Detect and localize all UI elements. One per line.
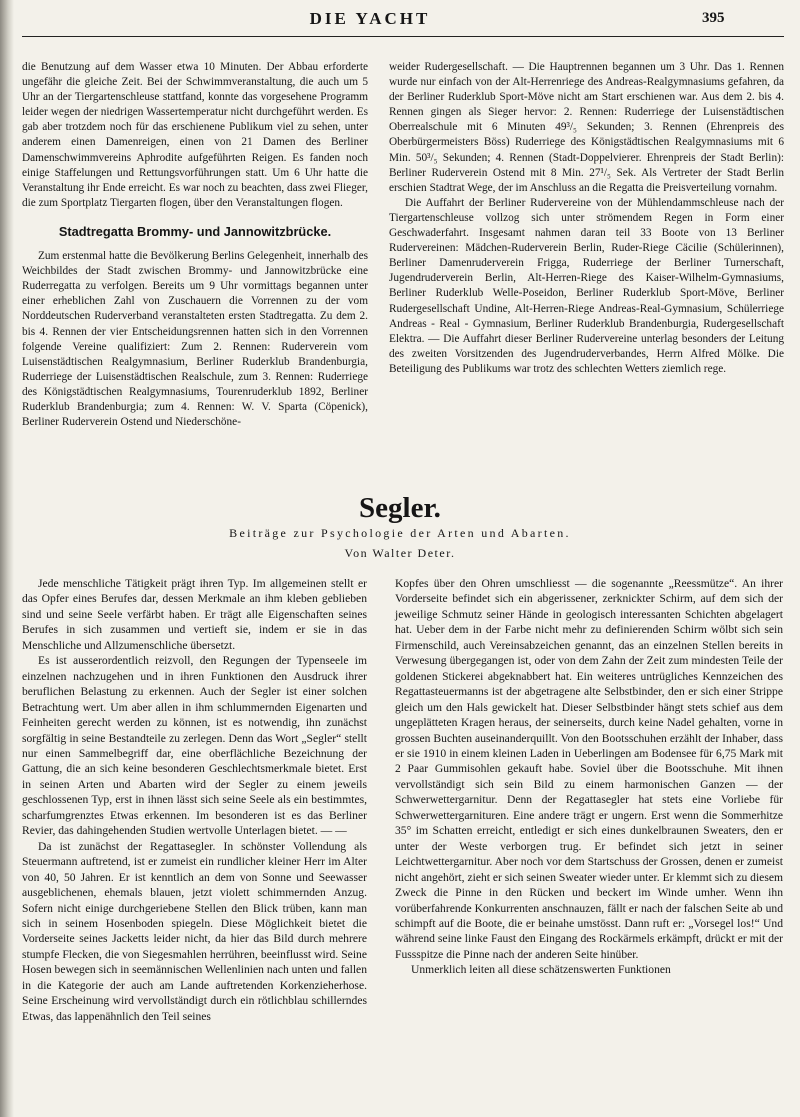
top-right-column [389, 60, 784, 377]
paragraph: Da ist zunächst der Regattasegler. In schönster Vollendung als Steuermann auftretend, ist er zumeist ein rundlicher kleiner Herr im Alter von 40, 50 Jahren. Er ist kenntlich an dem von Sonne und Seewasser ausgeblichenen, ehemals blauen, jetzt violett schimmernden Anzug. Sofern nicht einige durchgeriebene Stellen den Blick trüben, kann man sich in seinem Hosenboden spiegeln. Diese Möglichkeit bietet die Vorderseite seines Jacketts leider nicht, da hier das Bild durch mehrere stumpfe Flecken, die von Siegesmahlen herrühren, beeinflusst wird. Seine Hosen bewegen sich in seemännischen Wellenlinien nach unten und fallen in die Kategorie der auch am Lande auftretenden Korkenzieherhose. Seine Erscheinung wird vervollständigt durch ein rötlichblau schillerndes Etwas, das lappenähnlich den Teil seines [22, 839, 367, 1023]
article-left-column [22, 576, 367, 1024]
paragraph: die Benutzung auf dem Wasser etwa 10 Minuten. Der Abbau erforderte ungefähr die gleiche Zeit. Bei der Schwimmveranstaltung, die auch um 5 Uhr an der Tiergartenschleuse stattfand, konnte das vorgesehene Programm leider wegen der niedrigen Wassertemperatur nicht durchgeführt werden. Es gab aber trotzdem noch für das erschienene Publikum viel zu sehen, unter anderem einen Damenreigen, einen von 21 Damen des Berliner Damenschwimmvereins Aphrodite aufgeführten Reigen. Es fanden noch einige Staffelungen und Rettungsvorführungen statt. Um 6 Uhr hatte die Veranstaltung ihr Ende erreicht. Es war noch zu beachten, dass zwei Flieger, die zum Sportplatz Tiergarten flogen, über den Veranstaltungen flogen. [22, 61, 368, 209]
paragraph: Unmerklich leiten all diese schätzenswerten Funktionen [411, 963, 671, 977]
article-title: Segler. [359, 492, 441, 524]
article-subtitle: Beiträge zur Psychologie der Arten und Abarten. [229, 526, 571, 540]
paragraph: Jede menschliche Tätigkeit prägt ihren Typ. Im allgemeinen stellt er das Opfer eines Berufes dar, dessen Merkmale an ihm kleben geblieben sind und seine Seele verfärbt haben. Er trägt alle Eigenschaften seines Berufes in sich zusammen und vertieft sie, indem er sie in das Menschliche und Allzumenschliche übersetzt. [22, 577, 367, 652]
running-header-title: DIE YACHT [309, 9, 431, 28]
header-rule [22, 36, 784, 37]
paragraph: Es ist ausserordentlich reizvoll, den Regungen der Typenseele im einzelnen nachzugehen und in ihren Funktionen den Ausdruck ihrer beruflichen Belastung zu erkennen. Auch der Segler ist einer solchen Betrachtung wert. Um aber allen in ihm schlummernden Eigenarten und Feinheiten gerecht werden zu können, ist es notwendig, ihn zunächst sorgfältig in seine Bestandteile zu zerlegen. Denn das Wort „Segler“ stellt nur einen Sammelbegriff dar, eine oberflächliche Bezeichnung der Gattung, die an sich keine besonderen Geschlechtsmerkmale bietet. Erst in seinen Arten und Abarten wird der Segler zu einem jeweils geschlossenen Typ, erst in ihnen lässt sich seine Seele als ein bestimmtes, scharfumgrenztes Etwas erkennen. Im besonderen ist es das Berliner Revier, das dahingehenden Studien wertvolle Unterlagen bietet. — — [22, 654, 367, 838]
paragraph: Kopfes über den Ohren umschliesst — die sogenannte „Reessmütze“. An ihrer Vorderseite befindet sich ein abgerissener, zerknickter Schirm, auf dem sich der jeweilige Schmutz seiner Hände in geologisch interessanten Schichten abgelagert hat. Ueber dem in der Farbe nicht mehr zu definierenden Schirm wölbt sich sein Firmenschild, auch Vereinsabzeichen genannt, das an einzelnen Stellen bereits in Verwesung übergegangen ist, oder von dem Zahn der Zeit zum mindesten Teile der goldenen Stickerei abgeknabbert hat. Ein weiteres untrügliches Kennzeichen des Regattasteuermanns ist der abgetragene alte Selbstbinder, den er sich einer Strippe gleich um den Hals gewickelt hat. Dieser Selbstbinder hängt stets schief aus dem ungeplätteten Kragen heraus, der seinerseits, durch keine Nadel gehalten, vorne in grossen Buchten auseinanderquillt. Von den Bootsschuhen erzählt der Inhaber, dass er sie 1910 in einem kleinen Laden in Ueberlingen am Bodensee für 6,75 Mark mit 2 Paar Gummisohlen gekauft habe. Soviel über die Bootsschuhe. Mit ihnen vervollständigt sich sein Bild zu einem harmonischen Ganzen — der Schwerwettergarnitur. Denn der Regattasegler hat stets eine Vorliebe für Schwerwettergarnituren. Eine andere trägt er ungern. Erst wenn die Sommerhitze 35° im Schatten erreicht, entledigt er sich eines dunkelbraunen Sweaters, den er unter der Weste verborgen trug. Er befindet sich jetzt in seiner Leichtwettergarnitur. Aber noch vor dem Startschuss der Grossen, denen er zumeist nicht angehört, zieht er sich seinen Sweater wieder unter. Er klemmt sich zu diesem Zweck die Pinne in den Rücken und beckert im Winde umher. Wenn ihn vorüberfahrende Konkurrenten anschnauzen, fällt er nach der falschen Seite ab und schimpft auf die Boote, die er beinahe umstösst. Dann ruft er: „Vorsegel los!“ Und während seine linke Faust den Eingang des Rockärmels erkämpft, drückt er mit der Fussspitze die Pinne nach der anderen Seite hinüber. [395, 577, 783, 961]
paragraph: weider Rudergesellschaft. — Die Hauptrennen begannen um 3 Uhr. Das 1. Rennen wurde nur einfach von der Alt-Herrenriege des Andreas-Realgymnasiums gefahren, da der Berliner Ruderklub Sport-Möve nicht am Start erschienen war. Aus dem 2. bis 4. Rennen gingen als Sieger hervor: 2. Rennen: Ruderriege der Luisenstädtischen Oberrealschule mit 6 Minuten 49³/₅ Sekunden; 3. Rennen (Ehrenpreis des Oberbürgermeisters Böss) Ruderriege des Königstädtischen Realgymnasiums mit 6 Min. 50³/₅ Sekunden; 4. Rennen (Stadt-Doppelvierer. Ehrenpreis der Stadt Berlin): Berliner Ruderverein Ostend mit 8 Min. 27¹/₅ Sek. Als Vertreter der Stadt Berlin erschien Stadtrat Wege, der im Anschluss an die Regatta die Preisverteilung vornahm. [389, 61, 784, 194]
section-heading: Stadtregatta Brommy- und Jannowitzbrücke. [58, 223, 332, 239]
article-right-column [395, 576, 783, 978]
article-author: Von Walter Deter. [344, 546, 456, 560]
top-left-column [22, 60, 368, 430]
page-number: 395 [702, 10, 725, 26]
paragraph: Zum erstenmal hatte die Bevölkerung Berlins Gelegenheit, innerhalb des Weichbildes der Stadt zwischen Brommy- und Jannowitzbrücke eine Ruderregatta zu verfolgen. Bereits um 9 Uhr vormittags begannen unter einer erheblichen Zahl von Zuschauern die Vorrennen zu der vom Norddeutschen Ruderverband veranstalteten ersten Stadtregatta. Zu dem 2. bis 4. Rennen der vier Entscheidungsrennen hatten sich in den Vorrennen folgende Vereine qualifiziert: Zum 2. Rennen: Ruderverein vom Luisenstädtischen Realgymnasium, Berliner Ruderklub Brandenburgia, Ruderriege der Luisenstädtischen Realschule, zum 3. Rennen: Ruderriege des Königstädtischen Realgymnasiums, Tourenruderklub 1892, Berliner Ruderklub Brandenburgia; zum 4. Rennen: W. V. Sparta (Cöpenick), Berliner Ruderverein Ostend und Niederschöne- [22, 250, 368, 429]
paragraph: Die Auffahrt der Berliner Rudervereine von der Mühlendammschleuse nach der Tiergartenschleuse vollzog sich unter strömendem Regen in Form einer Geschwaderfahrt. Insgesamt nahmen daran teil 33 Boote von 13 Berliner Rudervereinen: Mädchen-Ruderverein Berlin, Ruder-Riege Cäcilie (Schülerinnen), Berliner Damenruderverein Frigga, Ruderriege der Berliner Turnerschaft, Jugendruderverein Berlin, Alt-Herren-Riege des Kaiser-Wilhelm-Gymnasiums, Berliner Ruderklub Welle-Poseidon, Berliner Ruderklub Sport-Möve, Berliner Rudergesellschaft Undine, Alt-Herren-Riege Andreas-Real-Gymnasium, Schülerriege Andreas - Real - Gymnasium, Berliner Ruderklub Brandenburgia, Rudergesellschaft Elektra. — Die Auffahrt dieser Berliner Rudervereine unterlag besonders der Leitung des zweiten Vorsitzenden des Jugendruderverbandes, Herrn Alfred Mölke. Die Beteiligung des Publikums war trotz des schlechten Wetters ziemlich rege. [389, 196, 784, 375]
